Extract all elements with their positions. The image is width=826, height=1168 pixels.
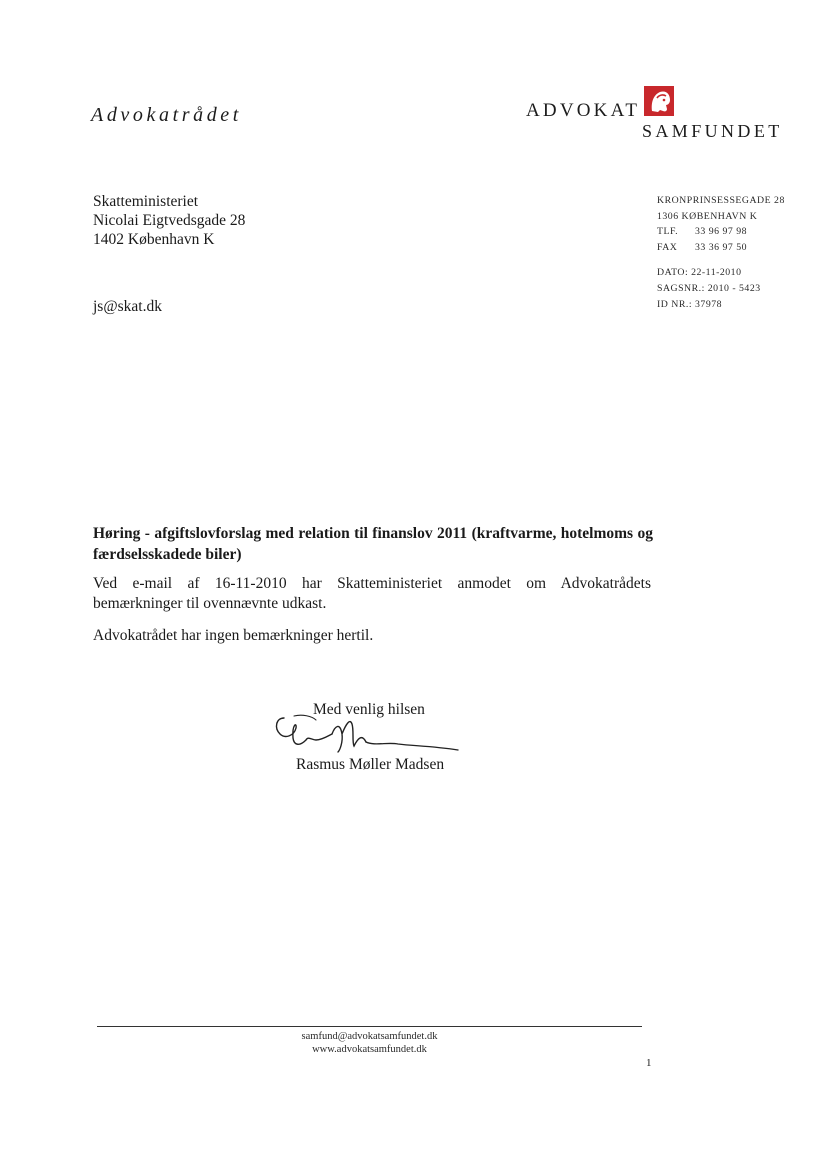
footer-divider bbox=[97, 1026, 642, 1027]
body-paragraph-2: Advokatrådet har ingen bemærkninger hertil. bbox=[93, 627, 374, 644]
letter-date: DATO: 22-11-2010 bbox=[657, 267, 742, 279]
recipient-address bbox=[93, 192, 245, 249]
helmet-logo-icon bbox=[641, 84, 677, 118]
logo-text-samfundet: SAMFUNDET bbox=[642, 121, 783, 141]
case-number: SAGSNR.: 2010 - 5423 bbox=[657, 282, 761, 294]
recipient-city: 1402 København K bbox=[93, 231, 215, 248]
footer-website: www.advokatsamfundet.dk bbox=[312, 1044, 427, 1055]
page-number: 1 bbox=[646, 1057, 652, 1069]
fax-number: 33 36 97 50 bbox=[695, 241, 748, 253]
logo-helmet-eye bbox=[663, 99, 666, 102]
recipient-name: Skatteministeriet bbox=[93, 193, 199, 210]
recipient-email: js@skat.dk bbox=[93, 298, 162, 315]
fax-label: FAX bbox=[657, 241, 678, 253]
signer-name: Rasmus Møller Madsen bbox=[296, 756, 445, 773]
sender-city: 1306 KØBENHAVN K bbox=[657, 210, 758, 222]
advokatsamfundet-logo bbox=[526, 84, 796, 144]
sender-info-block bbox=[657, 193, 785, 312]
recipient-street: Nicolai Eigtvedsgade 28 bbox=[93, 212, 246, 229]
closing-greeting: Med venlig hilsen bbox=[313, 701, 425, 718]
phone-label: TLF. bbox=[657, 226, 679, 238]
handwritten-signature bbox=[272, 712, 467, 762]
body-paragraph-1: Ved e-mail af 16-11-2010 har Skatteministeriet anmodet om Advokatrådets bemærkninger til ovennævnte udkast. bbox=[93, 575, 651, 612]
phone-number: 33 96 97 98 bbox=[695, 226, 748, 238]
sender-street: KRONPRINSESSEGADE 28 bbox=[657, 195, 785, 206]
id-number: ID NR.: 37978 bbox=[657, 298, 723, 310]
letter-subject: Høring - afgiftslovforslag med relation til finanslov 2011 (kraftvarme, hotelmoms og færdselsskadede biler) bbox=[93, 525, 653, 563]
sender-fax-row bbox=[657, 240, 785, 256]
footer bbox=[97, 1030, 642, 1056]
footer-email: samfund@advokatsamfundet.dk bbox=[301, 1031, 438, 1042]
logo-text-advokat: ADVOKAT bbox=[526, 100, 641, 121]
sender-phone-row bbox=[657, 224, 785, 240]
organization-name: Advokatrådet bbox=[91, 104, 242, 126]
